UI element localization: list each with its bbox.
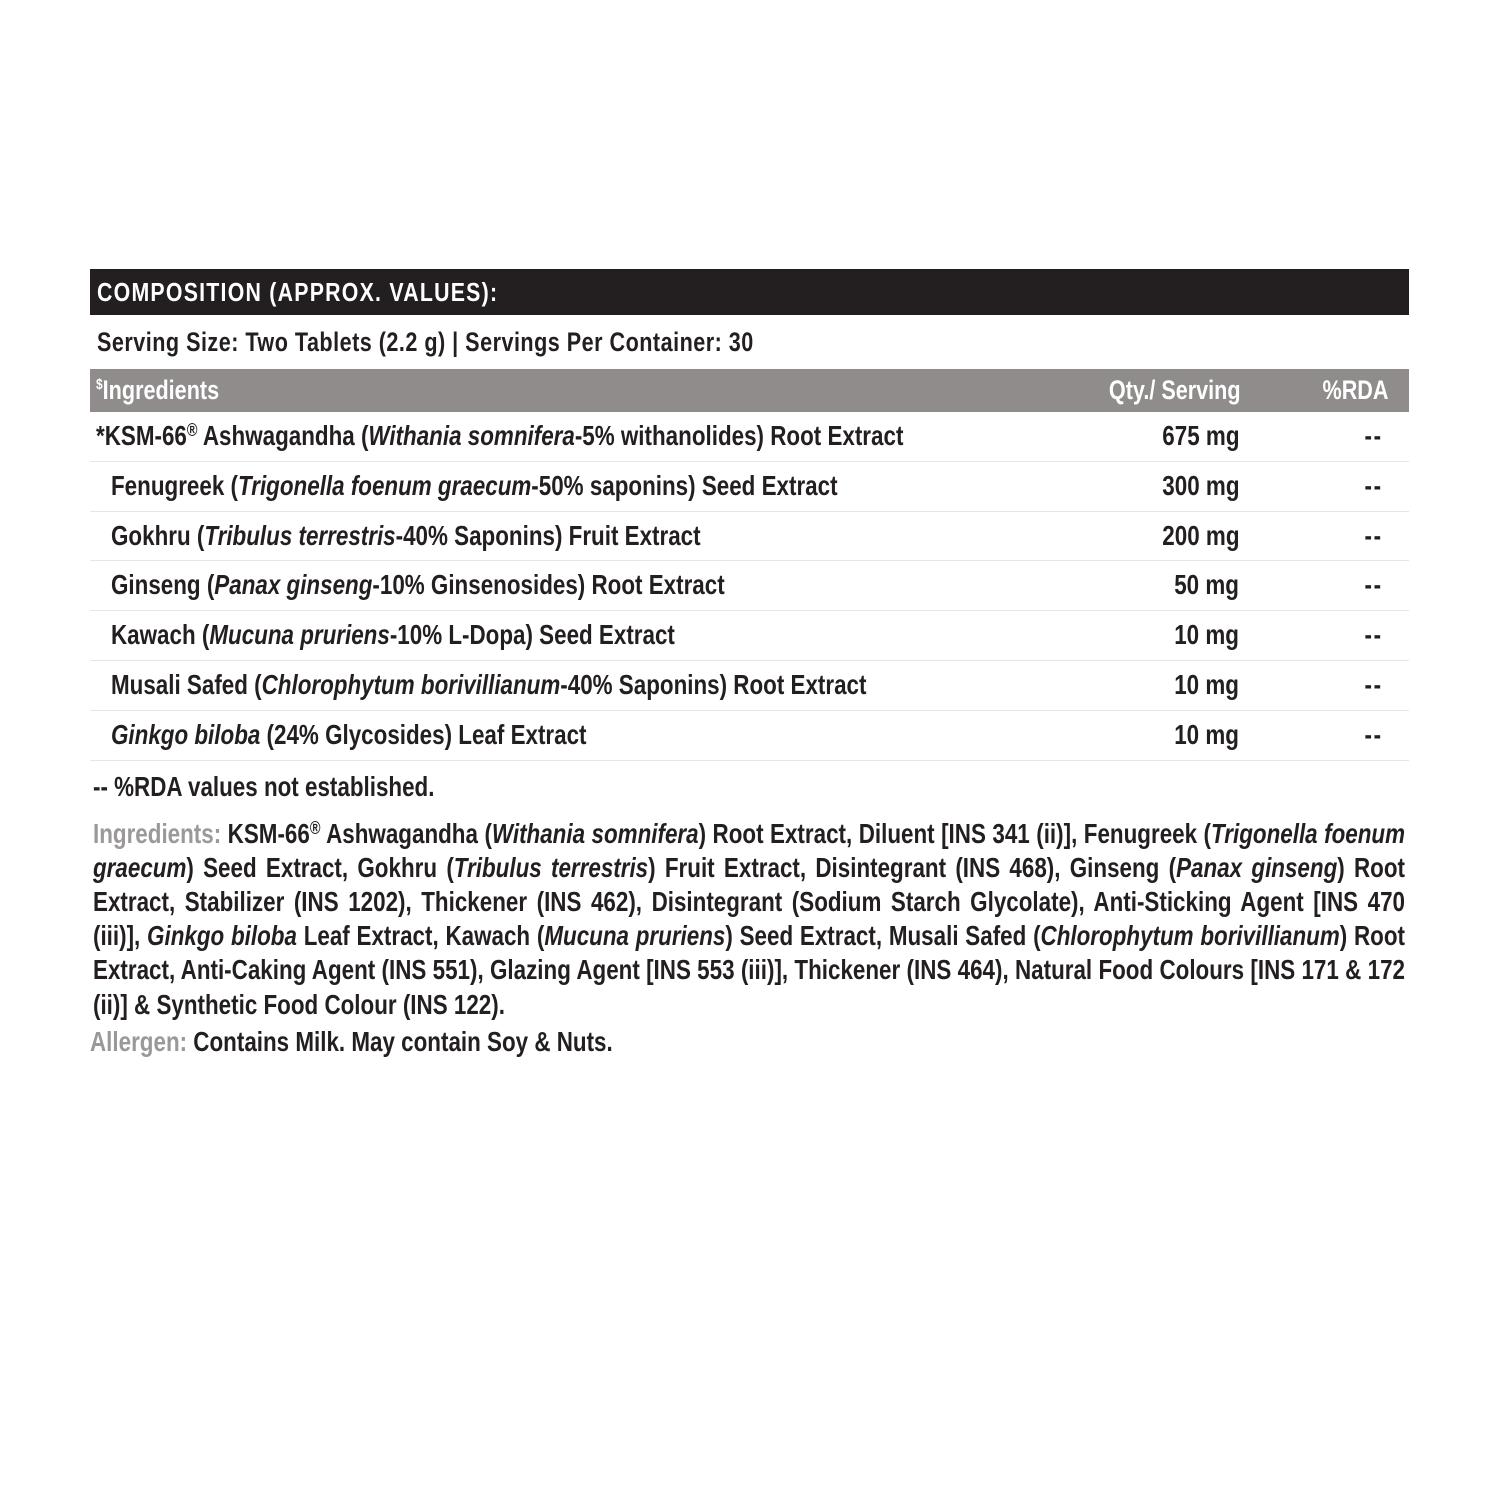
ingredient-rda: -- [1364,619,1383,651]
table-row [90,611,1409,661]
ingredient-latin: Trigonella foenum graecum [237,469,532,501]
ingredients-text-part: ) Fruit Extract, Disintegrant (INS 468), Ginseng ( [648,851,1177,883]
table-row [90,711,1409,761]
table-row [90,561,1409,611]
ingredient-name [111,569,725,601]
ingredient-latin: Mucuna pruriens [209,619,390,651]
table-row [90,462,1409,512]
allergen-line [90,1026,1409,1058]
ingredient-suffix: -10% Ginsenosides) Root Extract [372,569,725,601]
rda-note [90,771,1409,803]
ingredient-name [111,470,838,502]
ingredient-rda: -- [1364,718,1383,750]
ingredients-latin-name: Mucuna pruriens [544,920,726,952]
table-row [90,412,1409,462]
composition-title: COMPOSITION (APPROX. VALUES): [97,276,499,307]
serving-info-text: Serving Size: Two Tablets (2.2 g) | Servings Per Container: 30 [97,326,754,357]
ingredients-text-part: ) Root Extract, Stabilizer (INS 1202), Thickener (INS 462), Disintegrant (Sodium Starch Glycolate), Anti-Sticking Agent [INS 470 (iii)], [93,851,1406,952]
ingredient-qty: 10 mg [1174,619,1239,651]
ingredients-latin-name: Panax ginseng [1176,851,1338,883]
composition-title-bar [90,269,1409,315]
header-ingredients-label: Ingredients [102,375,220,405]
table-row [90,661,1409,711]
ingredient-latin: Panax ginseng [214,569,373,601]
ingredient-qty: 300 mg [1161,469,1239,501]
ingredient-suffix: -40% Saponins) Fruit Extract [395,519,701,551]
ingredients-text-part: Ashwagandha ( [320,817,492,849]
ingredient-name: Kawach ( [111,619,210,651]
allergen-label: Allergen: [90,1025,188,1057]
ingredient-qty: 50 mg [1174,569,1239,601]
ingredients-text-part: ) Seed Extract, Gokhru ( [186,851,454,883]
ingredients-latin-name: Tribulus terrestris [453,851,649,883]
ingredient-qty: 10 mg [1174,668,1239,700]
ingredient-prefix: *KSM-66 [96,420,187,451]
header-ingredients-marker: $ [96,376,103,393]
ingredient-latin: Withania somnifera [368,420,575,451]
ingredient-reg: ® [186,420,198,440]
header-qty: Qty./ Serving [1109,375,1241,405]
ingredient-name: Gokhru ( [111,519,205,551]
allergen-text: Contains Milk. May contain Soy & Nuts. [187,1025,613,1057]
ingredient-name: Ashwagandha ( [197,420,369,451]
ingredients-text-part: Leaf Extract, Kawach ( [296,920,545,952]
ingredient-suffix: -50% saponins) Seed Extract [531,469,838,501]
ingredient-rda: -- [1364,569,1383,601]
ingredient-rda: -- [1364,469,1383,501]
ingredient-rda: -- [1364,519,1383,551]
ingredients-text [93,811,1405,1022]
ingredient-name [111,669,866,701]
ingredient-rda: -- [1364,420,1383,451]
table-header [90,369,1409,412]
ingredient-name [96,420,903,452]
ingredients-latin-name: Trigonella foenum graecum [93,817,1406,883]
ingredients-text-part: KSM-66 [221,817,310,849]
rda-note-text: -- %RDA values not established. [93,770,435,802]
ingredient-suffix: -40% Saponins) Root Extract [560,668,867,700]
ingredient-table-body [90,412,1409,761]
composition-panel [90,269,1409,1058]
ingredients-paragraph [90,811,1409,1022]
serving-info [90,315,1409,369]
ingredients-text-part: ® [309,817,321,838]
ingredient-suffix: -10% L-Dopa) Seed Extract [389,619,675,651]
header-rda: %RDA [1322,375,1389,405]
ingredient-rda: -- [1364,668,1383,700]
ingredient-qty: 675 mg [1161,420,1239,451]
ingredients-latin-name: Chlorophytum borivillianum [1040,920,1340,952]
ingredients-label: Ingredients: [93,817,222,849]
ingredients-latin-name: Ginkgo biloba [147,920,297,952]
ingredient-name: Ginseng ( [111,569,215,601]
ingredient-name: Musali Safed ( [111,668,262,700]
table-row [90,512,1409,562]
ingredient-name: Fenugreek ( [111,469,238,501]
ingredients-text-part: ) Root Extract, Anti-Caking Agent (INS 551), Glazing Agent [INS 553 (iii)], Thickener (INS 464), Natural Food Colours [INS 171 & 172 (ii)] & Synthetic Food Colour (INS 122). [93,920,1405,1020]
ingredient-name [111,619,675,651]
ingredient-qty: 200 mg [1161,519,1239,551]
ingredient-suffix: (24% Glycosides) Leaf Extract [260,718,587,750]
ingredients-latin-name: Withania somnifera [491,817,699,849]
ingredient-latin: Chlorophytum borivillianum [261,668,561,700]
ingredient-latin: Tribulus terrestris [204,519,396,551]
ingredient-name [111,719,587,751]
ingredient-suffix: -5% withanolides) Root Extract [574,420,904,451]
ingredient-name [111,520,701,552]
ingredients-text-part: ) Seed Extract, Musali Safed ( [725,920,1041,952]
ingredients-text-part: ) Root Extract, Diluent [INS 341 (ii)], Fenugreek ( [698,817,1212,849]
header-ingredients [96,375,219,406]
ingredient-qty: 10 mg [1174,718,1239,750]
ingredient-latin: Ginkgo biloba [111,718,261,750]
